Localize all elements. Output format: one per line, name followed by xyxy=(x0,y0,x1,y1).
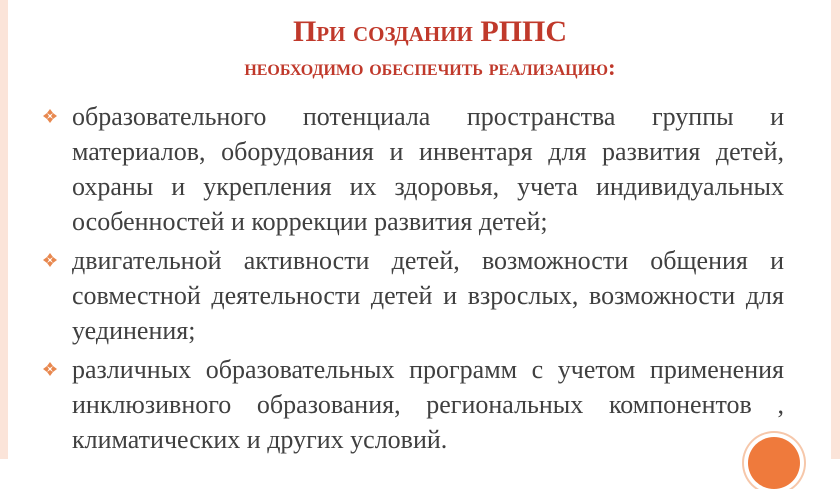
slide-title xyxy=(60,14,800,86)
bullet-text: различных образовательных программ с учетом применения инклюзивного образования, региональных компонентов , климатических и других условий. xyxy=(72,355,784,454)
slide-title-line2: необходимо обеспечить реализацию: xyxy=(244,55,616,80)
slide-title-line1: При создании РППС xyxy=(292,15,568,48)
bullet-list xyxy=(42,99,784,461)
bullet-text: двигательной активности детей, возможности общения и совместной деятельности детей и взрослых, возможности для уединения; xyxy=(72,246,784,345)
right-decorative-bar xyxy=(831,0,840,459)
list-item xyxy=(42,99,784,239)
left-decorative-bar xyxy=(0,0,8,459)
diamond-arrow-bullet-icon xyxy=(42,361,58,377)
bullet-text: образовательного потенциала пространства группы и материалов, оборудования и инвентаря для развития детей, охраны и укрепления их здоровья, учета индивидуальных особенностей и коррекции развития детей; xyxy=(72,102,784,236)
decorative-circle xyxy=(748,437,800,489)
list-item xyxy=(42,352,784,457)
list-item xyxy=(42,243,784,348)
diamond-arrow-bullet-icon xyxy=(42,252,58,268)
diamond-arrow-bullet-icon xyxy=(42,108,58,124)
